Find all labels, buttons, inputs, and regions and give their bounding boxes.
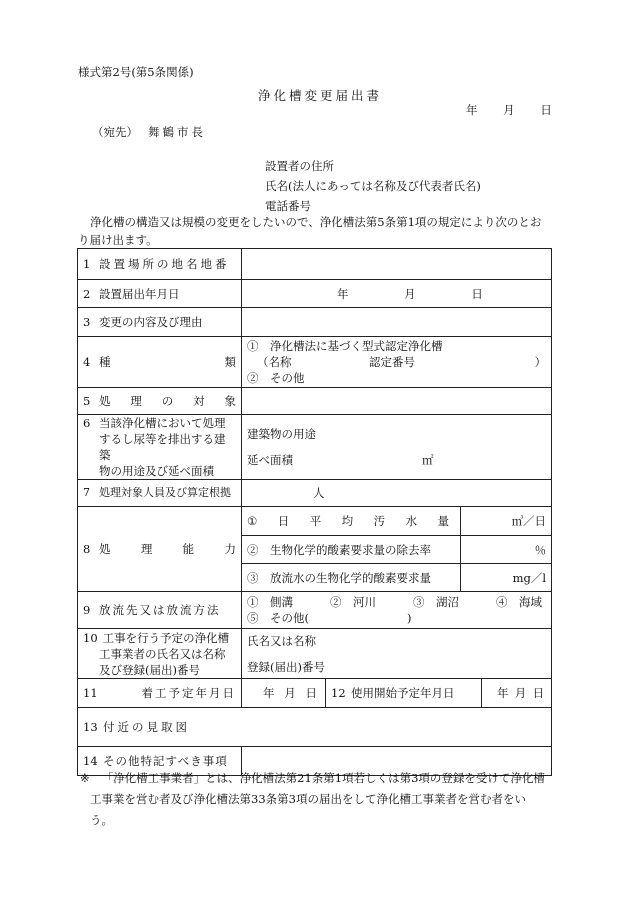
change-reason-input[interactable]	[242, 308, 552, 337]
capacity-basis-label: 処理対象人員及び算定根拠	[99, 486, 231, 499]
row-install-date	[78, 280, 552, 308]
addressee: 舞鶴市長	[148, 125, 206, 139]
date-year: 年	[466, 103, 478, 117]
applicant-address-label: 設置者の住所	[265, 159, 334, 173]
intro-line-2: り届け出ます。	[78, 233, 158, 247]
footnote-mark: ※	[80, 771, 90, 785]
type-option-certified[interactable]: ① 浄化槽法に基づく型式認定浄化槽	[247, 339, 443, 353]
type-option-other[interactable]: ② その他	[247, 371, 305, 385]
row-treatment-target	[78, 388, 552, 415]
form-number: 様式第2号(第5条関係)	[78, 65, 194, 79]
discharge-option-other[interactable]: ⑤ その他(	[247, 611, 309, 625]
addressee-prefix: （宛先）	[92, 125, 138, 139]
capacity-daily-label: ① 日 平 均 汚 水 量	[242, 507, 461, 536]
contractor-input[interactable]	[242, 629, 552, 679]
label-cell: 3 変更の内容及び理由	[78, 308, 242, 337]
contractor-reg-label: 登録(届出)番号	[247, 659, 325, 674]
row-building-use	[78, 415, 552, 480]
label-cell: 14 その他特記すべき事項	[78, 747, 242, 776]
discharge-option-ditch[interactable]: ① 側溝	[247, 595, 293, 609]
capacity-basis-input[interactable]: 人	[242, 480, 552, 507]
use-start-label-cell: 12 使用開始予定年月日	[326, 679, 482, 708]
construction-start-input[interactable]: 年 月 日	[242, 679, 326, 708]
label-cell: 5 処 理 の 対 象	[78, 388, 242, 415]
date-month: 月	[503, 103, 515, 117]
row-capacity-basis	[78, 480, 552, 507]
row-type	[78, 337, 552, 388]
label-cell: 7 処理対象人員及び算定根拠	[78, 480, 242, 507]
bod-effluent-input[interactable]: mg／l	[461, 564, 552, 592]
applicant-name-label: 氏名(法人にあっては名称及び代表者氏名)	[265, 179, 481, 193]
contractor-name-label: 氏名又は名称	[247, 633, 316, 648]
footnote-line-2: 工事業を営む者及び浄化槽法第33条第3項の届出をして浄化槽工事業者を営む者をい	[90, 792, 526, 806]
label-cell: 4 種 類	[78, 337, 242, 388]
discharge-options[interactable]: ① 側溝 ② 河川 ③ 湖沼 ④ 海域 ⑤ その他( )	[242, 592, 552, 629]
use-start-label: 使用開始予定年月日	[351, 686, 455, 700]
discharge-option-lake[interactable]: ③ 湖沼	[413, 595, 460, 609]
submission-date	[466, 102, 552, 118]
bod-removal-input[interactable]: ％	[461, 536, 552, 564]
row-capacity	[78, 507, 552, 536]
bod-effluent-label: ③ 放流水の生物化学的酸素要求量	[242, 564, 461, 592]
map-label: 付近の見取図	[103, 720, 190, 734]
row-map	[78, 708, 552, 747]
building-use-input[interactable]: 建築物の用途 延べ面積 ㎡	[242, 415, 552, 480]
construction-start-label: 着工予定年月日	[141, 686, 236, 700]
install-date-input[interactable]: 年 月 日	[242, 280, 552, 308]
row-start-dates	[78, 679, 552, 708]
label-cell: 8 処 理 能 力	[78, 507, 242, 592]
row-discharge	[78, 592, 552, 629]
row-contractor	[78, 629, 552, 679]
document-title: 浄化槽変更届出書	[258, 88, 383, 103]
label-cell: 13 付近の見取図	[78, 708, 552, 747]
remarks-label: その他特記すべき事項	[103, 754, 228, 768]
location-label: 設置場所の地名地番	[99, 257, 230, 271]
use-start-input[interactable]: 年 月 日	[482, 679, 552, 708]
bod-removal-label: ② 生物化学的酸素要求量の除去率	[242, 536, 461, 564]
discharge-option-river[interactable]: ② 河川	[330, 595, 377, 609]
label-cell: 11 着工予定年月日	[78, 679, 242, 708]
install-date-label: 設置届出年月日	[99, 286, 180, 301]
applicant-phone-label: 電話番号	[265, 199, 311, 213]
change-reason-label: 変更の内容及び理由	[99, 315, 203, 329]
treatment-target-input[interactable]	[242, 388, 552, 415]
building-use-label: 建築物の用途	[247, 427, 316, 441]
discharge-label: 放流先又は放流方法	[99, 603, 221, 617]
floor-area-label: 延べ面積	[247, 453, 293, 467]
row-change-reason	[78, 308, 552, 337]
label-cell: 10 工事を行う予定の浄化槽 工事業者の氏名又は名称 及び登録(届出)番号	[78, 629, 242, 679]
intro-line-1: 浄化槽の構造又は規模の変更をしたいので、浄化槽法第5条第1項の規定により次のとお	[90, 215, 542, 229]
notification-form-table	[77, 248, 552, 776]
row-location	[78, 249, 552, 280]
date-day: 日	[540, 103, 552, 117]
type-options[interactable]: ① 浄化槽法に基づく型式認定浄化槽 （名称 認定番号 ） ② その他	[242, 337, 552, 388]
label-cell: 6 当該浄化槽において処理 するし尿等を排出する建築 物の用途及び延べ面積	[78, 415, 242, 480]
footnote	[80, 768, 552, 831]
label-cell: 2 設置届出年月日	[78, 280, 242, 308]
label-cell: 1 設置場所の地名地番	[78, 249, 242, 280]
footnote-line-3: う。	[90, 813, 113, 827]
discharge-option-sea[interactable]: ④ 海域	[496, 595, 543, 609]
location-input[interactable]	[242, 249, 552, 280]
label-cell: 9 放流先又は放流方法	[78, 592, 242, 629]
footnote-line-1: 「浄化槽工事業者」とは、浄化槽法第21条第1項若しくは第3項の登録を受けて浄化槽	[101, 771, 545, 785]
capacity-daily-input[interactable]: ㎥／日	[461, 507, 552, 536]
